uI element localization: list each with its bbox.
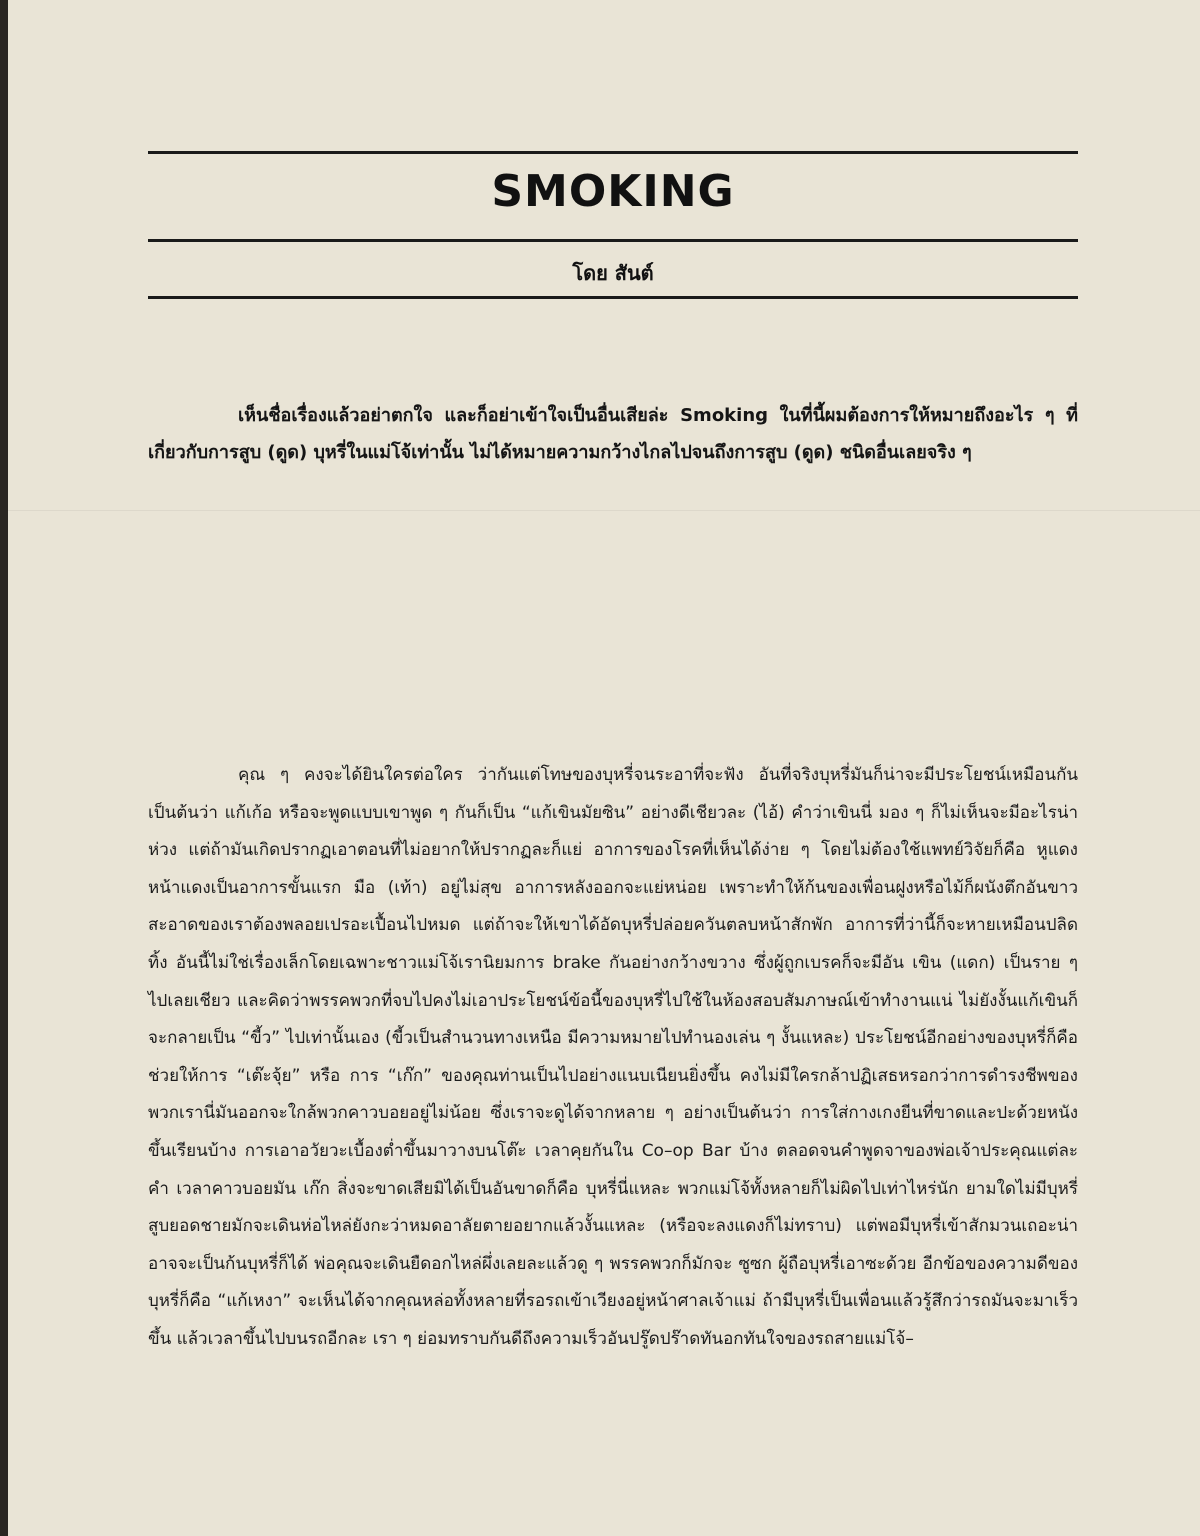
article-byline: โดย สันต์ bbox=[572, 261, 654, 285]
title-rule-top bbox=[148, 151, 1078, 154]
page-fold-line bbox=[8, 510, 1200, 511]
intro-paragraph: เห็นชื่อเรื่องแล้วอย่าตกใจ และก็อย่าเข้าใจเป็นอื่นเสียล่ะ Smoking ในที่นี้ผมต้องการให้หมายถึงอะไร ๆ ที่เกี่ยวกับการสูบ (ดูด) บุหรี่ในแม่โจ้เท่านั้น ไม่ได้หมายความกว้างไกลไปจนถึงการสูบ (ดูด) ชนิดอื่นเลยจริง ๆ bbox=[148, 405, 1078, 463]
title-rule-bottom bbox=[148, 239, 1078, 242]
page-edge-shadow bbox=[0, 0, 8, 1536]
byline-rule bbox=[148, 296, 1078, 299]
body-paragraph: คุณ ๆ คงจะได้ยินใครต่อใคร ว่ากันแต่โทษของบุหรี่จนระอาที่จะฟัง อันที่จริงบุหรี่มันก็น่าจะมีประโยชน์เหมือนกัน เป็นต้นว่า แก้เก้อ หรือจะพูดแบบเขาพูด ๆ กันก็เป็น “แก้เขินมัยซิน” อย่างดีเชียวละ (ไอ้) คำว่าเขินนี่ มอง ๆ ก็ไม่เห็นจะมีอะไรน่าห่วง แต่ถ้ามันเกิดปรากฏเอาตอนที่ไม่อยากให้ปรากฏละก็แย่ อาการของโรคที่เห็นได้ง่าย ๆ โดยไม่ต้องใช้แพทย์วิจัยก็คือ หูแดงหน้าแดงเป็นอาการขั้นแรก มือ (เท้า) อยู่ไม่สุข อาการหลังออกจะแย่หน่อย เพราะทำให้ก้นของเพื่อนฝูงหรือไม้ก็ผนังตึกอันขาวสะอาดของเราต้องพลอยเปรอะเปื้อนไปหมด แต่ถ้าจะให้เขาได้อัดบุหรี่ปล่อยควันตลบหน้าสักพัก อาการที่ว่านี้ก็จะหายเหมือนปลิดทิ้ง อันนี้ไม่ใช่เรื่องเล็กโดยเฉพาะชาวแม่โจ้เรานิยมการ brake กันอย่างกว้างขวาง ซึ่งผู้ถูกเบรคก็จะมีอัน เขิน (แดก) เป็นราย ๆ ไปเลยเชียว และคิดว่าพรรคพวกที่จบไปคงไม่เอาประโยชน์ข้อนี้ของบุหรี่ไปใช้ในห้องสอบสัมภาษณ์เข้าทำงานแน่ ไม่ยังงั้นแก้เขินก็จะกลายเป็น “ขี้ว” ไปเท่านั้นเอง (ขี้วเป็นสำนวนทางเหนือ มีความหมายไปทำนองเล่น ๆ งั้นแหละ) ประโยชน์อีกอย่างของบุหรี่ก็คือช่วยให้การ “เต๊ะจุ้ย” หรือ การ “เก๊ก” ของคุณท่านเป็นไปอย่างแนบเนียนยิ่งขึ้น คงไม่มีใครกล้าปฏิเสธหรอกว่าการดำรงชีพของพวกเรานี่มันออกจะใกล้พวกคาวบอยอยู่ไม่น้อย ซึ่งเราจะดูได้จากหลาย ๆ อย่างเป็นต้นว่า การใส่กางเกงยีนที่ขาดและปะด้วยหนังขึ้นเรียนบ้าง การเอาอวัยวะเบื้องต่ำขึ้นมาวางบนโต๊ะ เวลาคุยกันใน Co–op Bar บ้าง ตลอดจนคำพูดจาของพ่อเจ้าประคุณแต่ละคำ เวลาคาวบอยมัน เก๊ก สิ่งจะขาดเสียมิได้เป็นอันขาดก็คือ บุหรี่นี่แหละ พวกแม่โจ้ทั้งหลายก็ไม่ผิดไปเท่าไหร่นัก ยามใดไม่มีบุหรี่สูบยอดชายมักจะเดินห่อไหล่ยังกะว่าหมดอาลัยตายอยากแล้วงั้นแหละ (หรือจะลงแดงก็ไม่ทราบ) แต่พอมีบุหรี่เข้าสักมวนเถอะน่า อาจจะเป็นก้นบุหรี่ก็ได้ พ่อคุณจะเดินยืดอกไหล่ผึ่งเลยละแล้วดู ๆ พรรคพวกก็มักจะ ซูซก ผู้ถือบุหรี่เอาซะด้วย อีกข้อของความดีของบุหรี่ก็คือ “แก้เหงา” จะเห็นได้จากคุณหล่อทั้งหลายที่รอรถเข้าเวียงอยู่หน้าศาลเจ้าแม่ ถ้ามีบุหรี่เป็นเพื่อนแล้วรู้สึกว่ารถมันจะมาเร็วขึ้น แล้วเวลาขึ้นไปบนรถอีกละ เรา ๆ ย่อมทราบกันดีถึงความเร็วอันปรู๊ดปร๊าดทันอกทันใจของรถสายแม่โจ้– bbox=[148, 765, 1078, 1349]
article-title: SMOKING bbox=[491, 166, 735, 217]
